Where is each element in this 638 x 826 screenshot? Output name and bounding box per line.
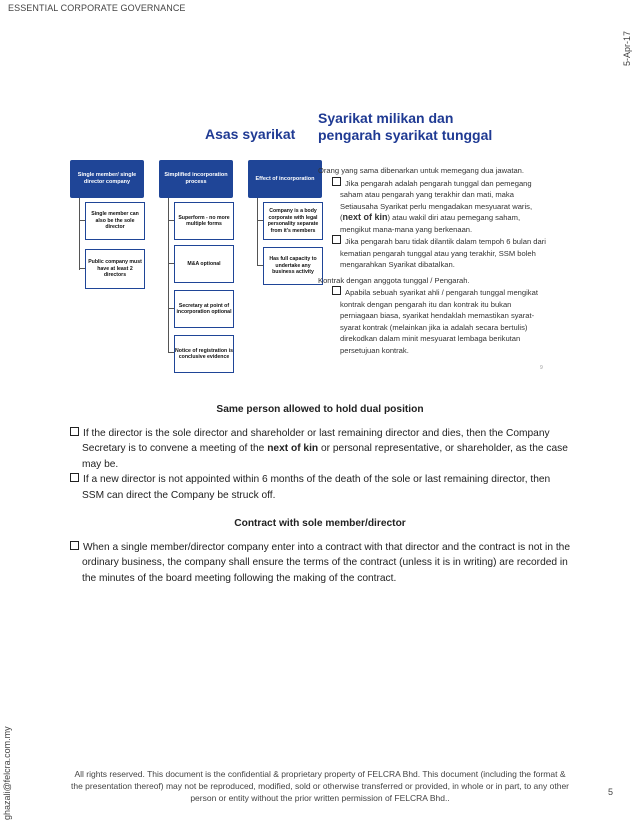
section1-bullet-1-bold: next of kin <box>267 443 319 454</box>
slide-bullet-1-pre: Jika pengarah adalah pengarah tunggal dan pemegang saham atau pengarah yang terakhir dan mati, maka Setiausaha Syarikat perlu mengadakan mesyuarat waris, ( <box>340 178 533 222</box>
side-email <box>2 712 16 822</box>
slide-right-text <box>318 165 550 356</box>
slide-bullet-1-post: ) atau wakil diri atau pemegang saham, mengikut mana-mana yang berkenaan. <box>340 213 521 234</box>
checkbox-bullet-icon <box>332 177 341 186</box>
header-date <box>622 6 636 76</box>
diagram-col3-head: Effect of incorporation <box>248 160 322 198</box>
checkbox-bullet-icon <box>332 286 341 295</box>
checkbox-bullet-icon <box>332 235 341 244</box>
section1-bullet-1-post: or personal representative, or shareholder, as the case may be. <box>82 443 568 470</box>
section1-bullet-1 <box>70 426 570 473</box>
diagram-col3-item-2: Has full capacity to undertake any business activity <box>263 247 323 285</box>
checkbox-bullet-icon <box>70 427 79 436</box>
section1-bullet-1-pre: If the director is the sole director and shareholder or last remaining director and dies, then the Company Secretary is to convene a meeting of the <box>82 427 550 454</box>
section2-bullet-1 <box>70 540 570 587</box>
side-email-text: ghazali@felcra.com.my <box>2 726 12 820</box>
slide-bullet-3-text: Apabila sebuah syarikat ahli / pengarah tunggal mengikat kontrak dengan pengarah itu dan kontrak itu bukan perniagaan biasa, syarikat hendaklah memastikan syarat-syarat kontrak (melainkan jika ia adalah secara bertulis) direkodkan dalam minit mesyuarat lembaga berikutan persetujuan kontrak. <box>340 288 538 355</box>
header-date-text: 5-Apr-17 <box>622 30 632 66</box>
section-dual-position <box>70 402 570 503</box>
diagram-col2-item-4: Notice of registration is conclusive evidence <box>174 335 234 373</box>
slide-bullet-2 <box>318 235 550 271</box>
section1-bullet-2-text: If a new director is not appointed within 6 months of the death of the sole or last remaining director, then SSM can direct the Company be struck off. <box>82 474 551 501</box>
slide-bullet-1-bold: next of kin <box>342 212 388 222</box>
slide-title-right: Syarikat milikan dan pengarah syarikat tunggal <box>318 110 493 143</box>
section2-bullet-1-text: When a single member/director company enter into a contract with that director and the contract is not in the ordinary business, the company shall ensure the terms of the contract (unless it is in writing) are recorded in the minutes of the board meeting following the making of the contract. <box>82 541 570 584</box>
diagram-col2-item-2: M&A optional <box>174 245 234 283</box>
slide-title-left: Asas syarikat <box>205 126 296 142</box>
slide-intro: Orang yang sama dibenarkan untuk memegang dua jawatan. <box>318 166 525 175</box>
checkbox-bullet-icon <box>70 541 79 550</box>
section1-title: Same person allowed to hold dual position <box>216 404 424 415</box>
diagram-col2-item-3: Secretary at point of incorporation optional <box>174 290 234 328</box>
footer-line-3: person or entity without the prior written permission of FELCRA Bhd.. <box>190 793 450 803</box>
diagram-col1-head: Single member/ single director company <box>70 160 144 198</box>
diagram-col3-item-1: Company is a body corporate with legal personality separate from it's members <box>263 202 323 240</box>
diagram-col1-item-1: Single member can also be the sole director <box>85 202 145 240</box>
footer-line-2: the presentation thereof) may not be reproduced, modified, sold or otherwise transferred or provided, in whole or in part, to any other <box>71 781 569 791</box>
footer-line-1: All rights reserved. This document is the confidential & proprietary property of FELCRA Bhd. This document (including the format & <box>74 769 566 779</box>
diagram-col2-head: Simplified incorporation process <box>159 160 233 198</box>
diagram-col1-item-2: Public company must have at least 2 directors <box>85 249 145 289</box>
diagram-col3-connector <box>257 198 258 266</box>
checkbox-bullet-icon <box>70 473 79 482</box>
slide-number: 9 <box>540 365 543 371</box>
diagram-col2-item-1: Superform - no more multiple forms <box>174 202 234 240</box>
document-header-title: ESSENTIAL CORPORATE GOVERNANCE <box>8 3 186 13</box>
section-contract <box>70 516 570 586</box>
slide-contract-intro: Kontrak dengan anggota tunggal / Pengarah. <box>318 275 470 285</box>
slide-bullet-1 <box>318 177 550 236</box>
diagram-col1-connector <box>79 198 80 270</box>
section1-bullet-2 <box>70 472 570 503</box>
diagram-col2-connector <box>168 198 169 353</box>
footer-disclaimer <box>60 768 580 804</box>
section2-title: Contract with sole member/director <box>234 518 406 529</box>
page-number: 5 <box>607 787 613 797</box>
slide-bullet-3 <box>318 286 550 356</box>
slide-bullet-2-text: Jika pengarah baru tidak dilantik dalam tempoh 6 bulan dari kematian pengarah tunggal atau yang terakhir, SSM boleh mengarahkan Syarikat dibatalkan. <box>340 237 546 269</box>
